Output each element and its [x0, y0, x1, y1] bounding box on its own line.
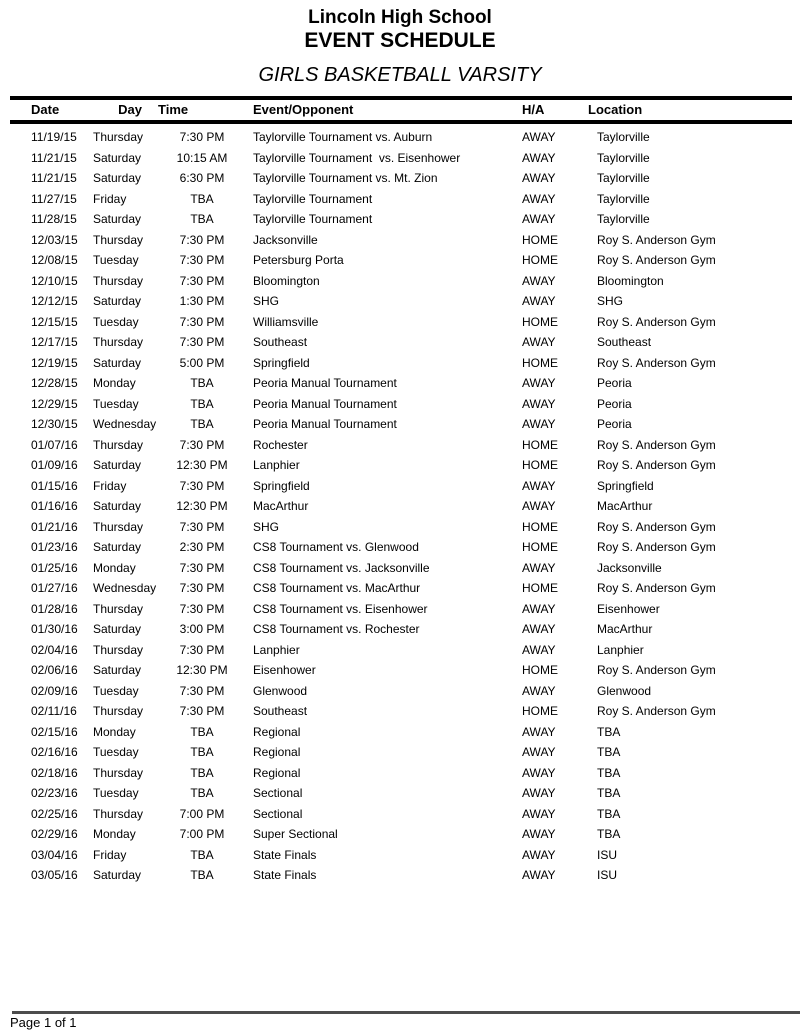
cell-location: Taylorville: [597, 191, 650, 206]
cell-day: Thursday: [93, 437, 144, 452]
cell-day: Wednesday: [93, 417, 157, 431]
cell-date: 12/03/15: [31, 232, 78, 247]
table-row: [10, 373, 792, 394]
cell-location: Springfield: [597, 478, 654, 493]
cell-day: Thursday: [93, 601, 144, 616]
schedule-table: [10, 96, 792, 886]
cell-location: Taylorville: [597, 150, 650, 165]
cell-ha: HOME: [522, 663, 558, 677]
cell-time: TBA: [190, 847, 214, 862]
table-row: [10, 742, 792, 763]
cell-event: Peoria Manual Tournament: [253, 376, 397, 390]
table-row: [10, 599, 792, 620]
cell-location: Roy S. Anderson Gym: [597, 253, 716, 267]
cell-location: Roy S. Anderson Gym: [597, 232, 716, 247]
cell-ha: AWAY: [522, 150, 556, 165]
cell-event: Lanphier: [253, 458, 300, 472]
cell-ha: AWAY: [522, 273, 556, 288]
cell-date: 02/25/16: [31, 806, 78, 821]
school-name: Lincoln High School: [308, 7, 492, 28]
cell-ha: AWAY: [522, 171, 556, 185]
cell-date: 12/12/15: [31, 294, 78, 308]
cell-location: TBA: [597, 827, 621, 841]
cell-ha: AWAY: [522, 745, 556, 759]
cell-day: Thursday: [93, 130, 144, 144]
cell-date: 01/09/16: [31, 458, 78, 472]
cell-ha: HOME: [522, 458, 558, 472]
table-row: [10, 168, 792, 189]
cell-date: 12/19/15: [31, 355, 78, 370]
cell-time: 3:00 PM: [179, 622, 225, 636]
cell-time: 7:30 PM: [179, 683, 225, 698]
cell-event: CS8 Tournament vs. Jacksonville: [253, 560, 430, 575]
cell-day: Thursday: [93, 232, 144, 247]
cell-day: Saturday: [93, 171, 142, 185]
column-header-time: Time: [158, 102, 189, 117]
cell-time: 7:30 PM: [179, 130, 225, 144]
cell-location: Roy S. Anderson Gym: [597, 704, 716, 718]
cell-time: 7:30 PM: [179, 314, 225, 329]
cell-location: ISU: [597, 868, 618, 882]
table-row: [10, 496, 792, 517]
cell-time: 5:00 PM: [179, 355, 225, 370]
table-row: [10, 517, 792, 538]
cell-event: Jacksonville: [253, 232, 318, 247]
cell-date: 03/05/16: [31, 868, 78, 882]
cell-date: 11/21/15: [31, 171, 77, 185]
cell-day: Thursday: [93, 642, 144, 657]
cell-time: 2:30 PM: [179, 540, 225, 554]
cell-date: 11/27/15: [31, 191, 77, 206]
cell-date: 12/28/15: [31, 376, 78, 390]
cell-ha: AWAY: [522, 335, 556, 349]
cell-ha: AWAY: [522, 417, 556, 431]
column-header-event: Event/Opponent: [253, 102, 354, 117]
cell-ha: AWAY: [522, 868, 556, 882]
table-row: [10, 455, 792, 476]
cell-location: Roy S. Anderson Gym: [597, 437, 716, 452]
table-row: [10, 537, 792, 558]
cell-event: MacArthur: [253, 499, 309, 513]
cell-event: Taylorville Tournament vs. Auburn: [253, 130, 433, 144]
cell-ha: HOME: [522, 232, 558, 247]
cell-time: TBA: [190, 765, 214, 780]
table-row: [10, 865, 792, 886]
cell-ha: AWAY: [522, 212, 556, 226]
cell-location: MacArthur: [597, 622, 653, 636]
cell-day: Tuesday: [93, 314, 139, 329]
cell-location: Peoria: [597, 417, 632, 431]
cell-event: CS8 Tournament vs. Glenwood: [253, 540, 419, 554]
cell-ha: AWAY: [522, 294, 556, 308]
cell-ha: AWAY: [522, 683, 556, 698]
cell-time: 7:30 PM: [179, 642, 225, 657]
cell-event: Regional: [253, 765, 301, 780]
cell-event: Eisenhower: [253, 663, 316, 677]
cell-ha: AWAY: [522, 499, 556, 513]
cell-date: 01/25/16: [31, 560, 78, 575]
cell-time: 7:30 PM: [179, 253, 225, 267]
cell-location: Roy S. Anderson Gym: [597, 519, 716, 534]
cell-time: TBA: [190, 745, 214, 759]
cell-day: Saturday: [93, 150, 142, 165]
cell-day: Saturday: [93, 212, 142, 226]
cell-event: Petersburg Porta: [253, 253, 344, 267]
table-row: [10, 824, 792, 845]
cell-time: 7:30 PM: [179, 335, 225, 349]
cell-day: Saturday: [93, 294, 142, 308]
cell-day: Thursday: [93, 335, 144, 349]
cell-time: 1:30 PM: [179, 294, 225, 308]
cell-ha: AWAY: [522, 130, 556, 144]
cell-time: 7:30 PM: [179, 437, 225, 452]
cell-location: Taylorville: [597, 171, 650, 185]
table-row: [10, 435, 792, 456]
table-row: [10, 271, 792, 292]
cell-event: CS8 Tournament vs. MacArthur: [253, 581, 421, 595]
cell-event: Springfield: [253, 355, 310, 370]
cell-time: 10:15 AM: [176, 150, 228, 165]
cell-date: 02/16/16: [31, 745, 78, 759]
cell-day: Thursday: [93, 806, 144, 821]
table-row: [10, 722, 792, 743]
table-row: [10, 148, 792, 169]
cell-location: Peoria: [597, 376, 632, 390]
cell-date: 01/23/16: [31, 540, 78, 554]
cell-time: TBA: [190, 417, 214, 431]
cell-ha: HOME: [522, 253, 558, 267]
table-row: [10, 660, 792, 681]
cell-time: TBA: [190, 191, 214, 206]
table-header-row: [10, 96, 792, 124]
cell-day: Tuesday: [93, 396, 139, 411]
cell-date: 12/15/15: [31, 314, 78, 329]
cell-location: MacArthur: [597, 499, 653, 513]
cell-ha: AWAY: [522, 622, 556, 636]
cell-location: Roy S. Anderson Gym: [597, 355, 716, 370]
cell-ha: AWAY: [522, 601, 556, 616]
cell-event: Regional: [253, 724, 301, 739]
table-row: [10, 209, 792, 230]
cell-date: 11/21/15: [31, 150, 77, 165]
cell-time: 12:30 PM: [176, 663, 228, 677]
cell-time: 12:30 PM: [176, 499, 228, 513]
cell-time: 6:30 PM: [179, 171, 225, 185]
cell-time: TBA: [190, 376, 214, 390]
cell-time: 7:00 PM: [179, 806, 225, 821]
column-header-ha: H/A: [522, 102, 545, 117]
cell-time: 12:30 PM: [176, 458, 228, 472]
cell-location: Roy S. Anderson Gym: [597, 581, 716, 595]
cell-date: 01/21/16: [31, 519, 78, 534]
cell-time: 7:30 PM: [179, 232, 225, 247]
table-row: [10, 783, 792, 804]
cell-ha: AWAY: [522, 396, 556, 411]
cell-event: Super Sectional: [253, 827, 338, 841]
table-row: [10, 127, 792, 148]
cell-time: 7:30 PM: [179, 560, 225, 575]
cell-event: Bloomington: [253, 273, 320, 288]
table-row: [10, 640, 792, 661]
cell-event: Peoria Manual Tournament: [253, 417, 397, 431]
cell-day: Tuesday: [93, 253, 139, 267]
cell-time: 7:30 PM: [179, 704, 225, 718]
cell-time: TBA: [190, 868, 214, 882]
table-row: [10, 476, 792, 497]
cell-event: Rochester: [253, 437, 308, 452]
cell-day: Tuesday: [93, 786, 139, 800]
cell-location: Southeast: [597, 335, 652, 349]
cell-date: 01/27/16: [31, 581, 78, 595]
cell-event: State Finals: [253, 868, 317, 882]
table-row: [10, 353, 792, 374]
cell-event: Williamsville: [253, 314, 319, 329]
cell-date: 01/15/16: [31, 478, 78, 493]
cell-event: Glenwood: [253, 683, 308, 698]
cell-day: Wednesday: [93, 581, 157, 595]
cell-day: Thursday: [93, 273, 144, 288]
cell-date: 02/11/16: [31, 704, 77, 718]
cell-ha: HOME: [522, 355, 558, 370]
cell-day: Saturday: [93, 499, 142, 513]
cell-day: Saturday: [93, 540, 142, 554]
cell-time: 7:30 PM: [179, 478, 225, 493]
cell-time: TBA: [190, 724, 214, 739]
cell-date: 11/19/15: [31, 130, 77, 144]
cell-location: TBA: [597, 806, 621, 821]
cell-location: Roy S. Anderson Gym: [597, 663, 716, 677]
cell-event: SHG: [253, 519, 280, 534]
cell-event: CS8 Tournament vs. Rochester: [253, 622, 420, 636]
cell-time: TBA: [190, 786, 214, 800]
cell-time: 7:30 PM: [179, 601, 225, 616]
table-row: [10, 619, 792, 640]
cell-ha: AWAY: [522, 724, 556, 739]
cell-time: 7:30 PM: [179, 273, 225, 288]
table-row: [10, 845, 792, 866]
footer-divider: [12, 1011, 800, 1014]
table-row: [10, 763, 792, 784]
cell-day: Tuesday: [93, 683, 139, 698]
table-row: [10, 681, 792, 702]
cell-event: CS8 Tournament vs. Eisenhower: [253, 601, 428, 616]
cell-location: TBA: [597, 724, 621, 739]
cell-location: Roy S. Anderson Gym: [597, 458, 716, 472]
cell-date: 11/28/15: [31, 212, 77, 226]
cell-date: 01/07/16: [31, 437, 78, 452]
cell-date: 02/15/16: [31, 724, 78, 739]
cell-day: Thursday: [93, 765, 144, 780]
cell-event: Lanphier: [253, 642, 300, 657]
cell-location: TBA: [597, 786, 621, 800]
cell-ha: AWAY: [522, 191, 556, 206]
cell-day: Monday: [93, 724, 136, 739]
cell-event: Taylorville Tournament vs. Mt. Zion: [253, 171, 438, 185]
cell-location: Roy S. Anderson Gym: [597, 540, 716, 554]
table-row: [10, 394, 792, 415]
cell-event: SHG: [253, 294, 280, 308]
cell-date: 02/18/16: [31, 765, 78, 780]
table-row: [10, 578, 792, 599]
cell-event: Sectional: [253, 806, 303, 821]
cell-time: TBA: [190, 212, 214, 226]
cell-event: Taylorville Tournament: [253, 191, 373, 206]
cell-day: Monday: [93, 827, 136, 841]
cell-ha: AWAY: [522, 478, 556, 493]
cell-location: TBA: [597, 765, 621, 780]
cell-ha: AWAY: [522, 806, 556, 821]
cell-ha: HOME: [522, 704, 558, 718]
cell-day: Saturday: [93, 622, 142, 636]
cell-event: Springfield: [253, 478, 310, 493]
cell-event: Taylorville Tournament vs. Eisenhower: [253, 150, 461, 165]
cell-day: Thursday: [93, 519, 144, 534]
cell-date: 12/17/15: [31, 335, 78, 349]
team-subtitle: GIRLS BASKETBALL VARSITY: [258, 64, 542, 86]
table-row: [10, 332, 792, 353]
cell-day: Tuesday: [93, 745, 139, 759]
cell-ha: HOME: [522, 519, 558, 534]
cell-date: 02/04/16: [31, 642, 78, 657]
cell-event: Southeast: [253, 704, 308, 718]
cell-date: 02/09/16: [31, 683, 78, 698]
cell-location: Taylorville: [597, 212, 650, 226]
cell-location: Lanphier: [597, 642, 644, 657]
column-header-location: Location: [588, 102, 643, 117]
cell-date: 02/23/16: [31, 786, 78, 800]
page-footer: [0, 1011, 800, 1031]
cell-day: Saturday: [93, 355, 142, 370]
cell-day: Monday: [93, 376, 136, 390]
table-row: [10, 701, 792, 722]
cell-location: Taylorville: [597, 130, 650, 144]
cell-time: 7:00 PM: [179, 827, 225, 841]
cell-location: ISU: [597, 847, 618, 862]
cell-location: Eisenhower: [597, 601, 660, 616]
cell-location: Peoria: [597, 396, 632, 411]
table-row: [10, 189, 792, 210]
cell-day: Friday: [93, 847, 127, 862]
page-number: Page 1 of 1: [10, 1015, 77, 1030]
cell-date: 12/29/15: [31, 396, 78, 411]
cell-date: 03/04/16: [31, 847, 78, 862]
cell-day: Friday: [93, 478, 127, 493]
column-header-date: Date: [31, 102, 60, 117]
cell-day: Thursday: [93, 704, 144, 718]
cell-ha: AWAY: [522, 827, 556, 841]
cell-event: Peoria Manual Tournament: [253, 396, 397, 411]
cell-ha: AWAY: [522, 642, 556, 657]
cell-location: Bloomington: [597, 273, 664, 288]
cell-time: 7:30 PM: [179, 581, 225, 595]
cell-time: 7:30 PM: [179, 519, 225, 534]
column-header-day: Day: [118, 102, 142, 117]
cell-day: Saturday: [93, 868, 142, 882]
cell-date: 02/06/16: [31, 663, 78, 677]
cell-ha: AWAY: [522, 376, 556, 390]
cell-location: Jacksonville: [597, 560, 662, 575]
title-block: [0, 0, 800, 88]
cell-date: 01/16/16: [31, 499, 78, 513]
cell-location: SHG: [597, 294, 624, 308]
cell-ha: AWAY: [522, 786, 556, 800]
cell-day: Monday: [93, 560, 136, 575]
cell-location: TBA: [597, 745, 621, 759]
table-row: [10, 558, 792, 579]
cell-date: 02/29/16: [31, 827, 78, 841]
table-row: [10, 414, 792, 435]
cell-ha: HOME: [522, 581, 558, 595]
cell-date: 12/10/15: [31, 273, 78, 288]
page-title: EVENT SCHEDULE: [304, 29, 496, 52]
cell-day: Saturday: [93, 458, 142, 472]
cell-day: Saturday: [93, 663, 142, 677]
cell-date: 01/28/16: [31, 601, 78, 616]
cell-event: Sectional: [253, 786, 303, 800]
cell-date: 01/30/16: [31, 622, 78, 636]
cell-event: Taylorville Tournament: [253, 212, 373, 226]
cell-event: Regional: [253, 745, 301, 759]
table-row: [10, 250, 792, 271]
cell-ha: HOME: [522, 314, 558, 329]
cell-ha: AWAY: [522, 560, 556, 575]
cell-date: 12/08/15: [31, 253, 78, 267]
table-row: [10, 312, 792, 333]
cell-ha: HOME: [522, 540, 558, 554]
cell-ha: AWAY: [522, 847, 556, 862]
cell-date: 12/30/15: [31, 417, 78, 431]
cell-location: Roy S. Anderson Gym: [597, 314, 716, 329]
cell-event: State Finals: [253, 847, 317, 862]
cell-ha: HOME: [522, 437, 558, 452]
table-body: [10, 124, 792, 886]
cell-event: Southeast: [253, 335, 308, 349]
cell-ha: AWAY: [522, 765, 556, 780]
table-row: [10, 230, 792, 251]
cell-time: TBA: [190, 396, 214, 411]
cell-day: Friday: [93, 191, 127, 206]
cell-location: Glenwood: [597, 683, 652, 698]
table-row: [10, 291, 792, 312]
table-row: [10, 804, 792, 825]
